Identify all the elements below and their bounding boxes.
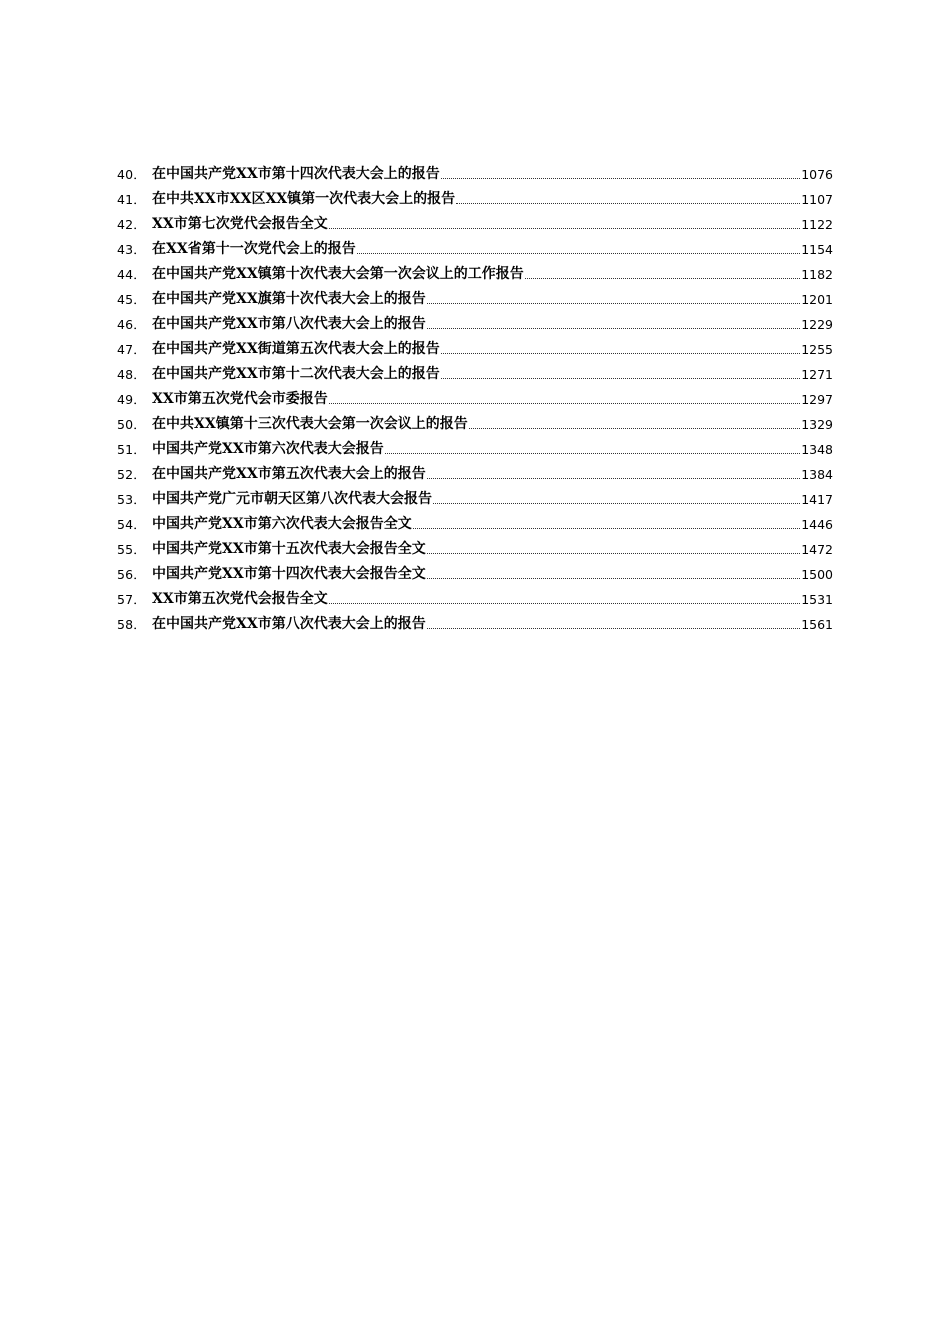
toc-entry-title: 在中国共产党XX旗第十次代表大会上的报告 [152,291,426,307]
toc-entry[interactable] [117,587,833,612]
toc-entry[interactable] [117,462,833,487]
toc-entry-title: 中国共产党XX市第六次代表大会报告全文 [152,516,412,532]
toc-entry-page-number: 1154 [801,242,833,257]
toc-entry-page-number: 1122 [801,217,833,232]
toc-entry-title: XX市第七次党代会报告全文 [152,216,328,232]
toc-entry-page-number: 1297 [801,392,833,407]
toc-entry[interactable] [117,487,833,512]
toc-entry-title: 在中国共产党XX市第十二次代表大会上的报告 [152,366,440,382]
toc-entry-page-number: 1472 [801,542,833,557]
toc-entry[interactable] [117,412,833,437]
toc-dot-leader [329,228,800,229]
toc-entry-number: 41． [117,192,147,207]
toc-entry-number: 58． [117,617,147,632]
toc-entry-page-number: 1329 [801,417,833,432]
toc-entry-number: 52． [117,467,147,482]
toc-dot-leader [433,503,800,504]
toc-dot-leader [456,203,800,204]
toc-entry-number: 47． [117,342,147,357]
toc-dot-leader [385,453,800,454]
toc-entry-title: 在中国共产党XX街道第五次代表大会上的报告 [152,341,440,357]
toc-entry-number: 56． [117,567,147,582]
toc-entry[interactable] [117,537,833,562]
toc-entry-number: 48． [117,367,147,382]
toc-entry-number: 54． [117,517,147,532]
toc-dot-leader [469,428,800,429]
toc-entry-number: 55． [117,542,147,557]
toc-entry-title: XX市第五次党代会报告全文 [152,591,328,607]
toc-dot-leader [329,603,800,604]
toc-entry-title: 中国共产党XX市第十四次代表大会报告全文 [152,566,426,582]
toc-entry-page-number: 1417 [801,492,833,507]
toc-entry-number: 49． [117,392,147,407]
toc-entry-page-number: 1076 [801,167,833,182]
toc-entry[interactable] [117,237,833,262]
toc-entry-number: 50． [117,417,147,432]
toc-entry-number: 42． [117,217,147,232]
toc-entry-page-number: 1255 [801,342,833,357]
toc-dot-leader [329,403,800,404]
toc-entry[interactable] [117,187,833,212]
toc-entry-title: 中国共产党XX市第六次代表大会报告 [152,441,384,457]
toc-entry-number: 44． [117,267,147,282]
toc-entry[interactable] [117,387,833,412]
toc-entry-title: 在中国共产党XX市第五次代表大会上的报告 [152,466,426,482]
toc-dot-leader [427,578,800,579]
toc-entry-page-number: 1500 [801,567,833,582]
toc-entry[interactable] [117,437,833,462]
toc-dot-leader [427,553,800,554]
toc-dot-leader [427,478,800,479]
toc-entry-title: 在XX省第十一次党代会上的报告 [152,241,356,257]
toc-entry[interactable] [117,262,833,287]
toc-entry-title: 在中国共产党XX镇第十次代表大会第一次会议上的工作报告 [152,266,524,282]
toc-entry-page-number: 1201 [801,292,833,307]
toc-entry-title: 中国共产党广元市朝天区第八次代表大会报告 [152,491,432,507]
toc-dot-leader [427,328,800,329]
toc-dot-leader [441,378,800,379]
toc-entry-number: 57． [117,592,147,607]
toc-entry-page-number: 1107 [801,192,833,207]
toc-dot-leader [413,528,800,529]
toc-entry-number: 40． [117,167,147,182]
toc-entry[interactable] [117,512,833,537]
toc-entry-number: 45． [117,292,147,307]
toc-entry-page-number: 1446 [801,517,833,532]
toc-entry-number: 51． [117,442,147,457]
toc-dot-leader [427,628,800,629]
toc-entry-title: 在中共XX市XX区XX镇第一次代表大会上的报告 [152,191,456,207]
toc-entry-number: 46． [117,317,147,332]
toc-entry-title: 在中国共产党XX市第八次代表大会上的报告 [152,316,426,332]
toc-entry-title: 在中国共产党XX市第十四次代表大会上的报告 [152,166,440,182]
toc-entry[interactable] [117,312,833,337]
toc-entry[interactable] [117,612,833,637]
toc-entry-page-number: 1348 [801,442,833,457]
toc-entry-number: 53． [117,492,147,507]
toc-dot-leader [441,353,800,354]
toc-entry[interactable] [117,212,833,237]
toc-dot-leader [427,303,800,304]
toc-entry-title: 中国共产党XX市第十五次代表大会报告全文 [152,541,426,557]
toc-entry[interactable] [117,562,833,587]
toc-entry[interactable] [117,287,833,312]
toc-entry[interactable] [117,362,833,387]
toc-dot-leader [441,178,800,179]
toc-entry-page-number: 1229 [801,317,833,332]
toc-entry-page-number: 1182 [801,267,833,282]
toc-entry[interactable] [117,337,833,362]
toc-dot-leader [525,278,800,279]
toc-entry[interactable] [117,162,833,187]
toc-entry-page-number: 1561 [801,617,833,632]
toc-entry-title: 在中共XX镇第十三次代表大会第一次会议上的报告 [152,416,468,432]
table-of-contents [117,162,833,637]
toc-dot-leader [357,253,800,254]
toc-entry-number: 43． [117,242,147,257]
toc-entry-title: XX市第五次党代会市委报告 [152,391,328,407]
toc-entry-title: 在中国共产党XX市第八次代表大会上的报告 [152,616,426,632]
toc-entry-page-number: 1384 [801,467,833,482]
toc-entry-page-number: 1271 [801,367,833,382]
toc-entry-page-number: 1531 [801,592,833,607]
